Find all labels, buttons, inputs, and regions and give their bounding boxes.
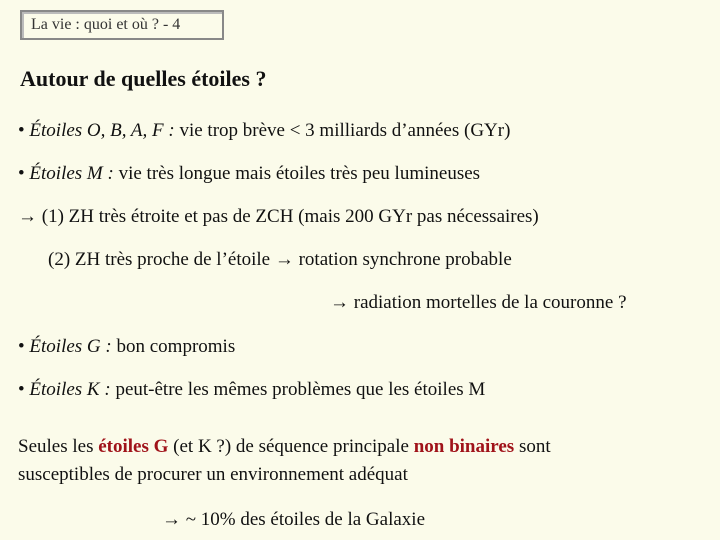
item-text: vie trop brève < 3 milliards d’années (GYr) xyxy=(179,120,511,141)
list-item-obaf xyxy=(18,119,510,143)
final-statement: → ~ 10% des étoiles de la Galaxie xyxy=(162,509,426,530)
consequence-2: (2) ZH très proche de l’étoile → rotation synchrone probable xyxy=(48,249,512,270)
list-item-k xyxy=(18,378,485,402)
list-item-m xyxy=(18,162,480,186)
item-label: Étoiles M : xyxy=(29,163,114,184)
slide-header-label: La vie : quoi et où ? - 4 xyxy=(20,10,224,40)
item-text: bon compromis xyxy=(116,336,236,357)
item-text: peut-être les mêmes problèmes que les étoiles M xyxy=(115,379,486,400)
item-label: Étoiles K : xyxy=(29,379,111,400)
conclusion-text: Seules les xyxy=(18,436,99,457)
item-label: Étoiles O, B, A, F : xyxy=(29,120,175,141)
bullet: • xyxy=(18,120,25,141)
consequence-3: → radiation mortelles de la couronne ? xyxy=(330,292,627,313)
list-item-g xyxy=(18,335,235,359)
consequence-1: → (1) ZH très étroite et pas de ZCH (mais 200 GYr pas nécessaires) xyxy=(18,206,539,227)
slide-title: Autour de quelles étoiles ? xyxy=(20,66,267,91)
item-label: Étoiles G : xyxy=(29,336,112,357)
bullet: • xyxy=(18,163,25,184)
item-text: vie très longue mais étoiles très peu lumineuses xyxy=(118,163,481,184)
bullet: • xyxy=(18,379,25,400)
highlight-g-stars: étoiles G xyxy=(98,436,169,457)
conclusion-text: sont xyxy=(514,436,551,457)
conclusion-line-2: susceptibles de procurer un environnement adéquat xyxy=(18,464,408,485)
highlight-non-binary: non binaires xyxy=(413,436,515,457)
bullet: • xyxy=(18,336,25,357)
conclusion-line-1 xyxy=(18,435,551,459)
conclusion-text: (et K ?) de séquence principale xyxy=(168,436,414,457)
